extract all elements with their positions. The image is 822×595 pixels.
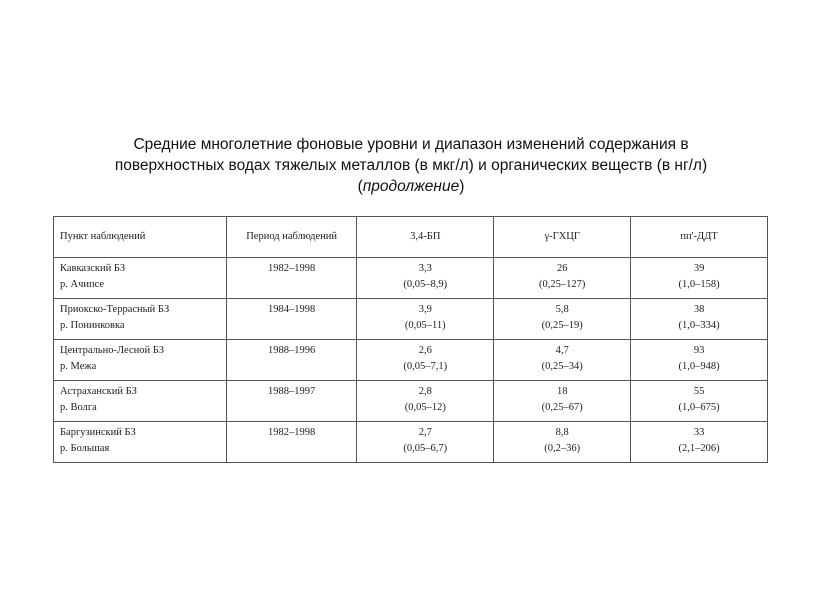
bp-range: (0,05–8,9)	[403, 279, 448, 290]
ddt-range: (1,0–948)	[678, 361, 720, 372]
hch-mean: 4,7	[555, 345, 569, 356]
ddt-cell	[631, 299, 768, 340]
bp-mean: 2,6	[418, 345, 432, 356]
station-cell	[54, 299, 227, 340]
ddt-range: (1,0–334)	[678, 320, 720, 331]
bp-range: (0,05–6,7)	[403, 443, 448, 454]
bp-cell	[357, 258, 494, 299]
ddt-range: (2,1–206)	[678, 443, 720, 454]
table-body	[54, 258, 768, 463]
table-row	[54, 340, 768, 381]
ddt-cell	[631, 340, 768, 381]
bp-mean: 2,8	[418, 386, 432, 397]
river-name: р. Волга	[60, 402, 97, 413]
ddt-range: (1,0–675)	[678, 402, 720, 413]
header-period: Период наблюдений	[226, 217, 356, 258]
hch-range: (0,25–67)	[541, 402, 583, 413]
ddt-cell	[631, 422, 768, 463]
bp-range: (0,05–7,1)	[403, 361, 448, 372]
bp-mean: 3,3	[418, 263, 432, 274]
hch-cell	[494, 299, 631, 340]
ddt-mean: 38	[693, 304, 705, 315]
bp-range: (0,05–11)	[404, 320, 446, 331]
station-name: Кавказский БЗ	[60, 263, 126, 274]
ddt-mean: 33	[693, 427, 705, 438]
title-line-3	[40, 176, 782, 197]
hch-cell	[494, 340, 631, 381]
station-name: Баргузинский БЗ	[60, 427, 136, 438]
river-name: р. Большая	[60, 443, 110, 454]
table-row	[54, 299, 768, 340]
title-line-1: Средние многолетние фоновые уровни и диапазон изменений содержания в	[133, 136, 689, 153]
period-cell: 1984–1998	[226, 299, 356, 340]
table-header	[54, 217, 768, 258]
ddt-mean: 55	[693, 386, 705, 397]
header-hch: γ-ГХЦГ	[494, 217, 631, 258]
hch-range: (0,25–127)	[539, 279, 586, 290]
title-paren-open: (	[357, 178, 363, 195]
hch-cell	[494, 422, 631, 463]
station-cell	[54, 422, 227, 463]
hch-cell	[494, 381, 631, 422]
page-title	[40, 134, 782, 197]
period-cell: 1982–1998	[226, 258, 356, 299]
table-row	[54, 258, 768, 299]
header-row	[54, 217, 768, 258]
period-cell: 1988–1997	[226, 381, 356, 422]
bp-mean: 3,9	[418, 304, 432, 315]
station-name: Астраханский БЗ	[60, 386, 137, 397]
ddt-range: (1,0–158)	[678, 279, 720, 290]
river-name: р. Понинковка	[60, 320, 125, 331]
hch-mean: 8,8	[555, 427, 569, 438]
title-continuation: продолжение	[362, 178, 460, 195]
river-name: р. Межа	[60, 361, 97, 372]
table-row	[54, 381, 768, 422]
ddt-mean: 39	[693, 263, 705, 274]
table-row	[54, 422, 768, 463]
header-ddt: пп'-ДДТ	[631, 217, 768, 258]
station-cell	[54, 258, 227, 299]
header-station: Пункт наблюдений	[54, 217, 227, 258]
period-cell: 1982–1998	[226, 422, 356, 463]
ddt-cell	[631, 381, 768, 422]
period-cell: 1988–1996	[226, 340, 356, 381]
hch-range: (0,2–36)	[544, 443, 581, 454]
station-cell	[54, 381, 227, 422]
bp-range: (0,05–12)	[404, 402, 446, 413]
hch-mean: 26	[556, 263, 568, 274]
hch-range: (0,25–34)	[541, 361, 583, 372]
bp-cell	[357, 381, 494, 422]
header-bp: 3,4-БП	[357, 217, 494, 258]
bp-mean: 2,7	[418, 427, 432, 438]
hch-range: (0,25–19)	[541, 320, 583, 331]
bp-cell	[357, 299, 494, 340]
bp-cell	[357, 340, 494, 381]
river-name: р. Ачипсе	[60, 279, 105, 290]
hch-cell	[494, 258, 631, 299]
title-line-2: поверхностных водах тяжелых металлов (в мкг/л) и органических веществ (в нг/л)	[114, 157, 708, 174]
hch-mean: 5,8	[555, 304, 569, 315]
title-paren-close: )	[459, 178, 465, 195]
data-table	[53, 216, 768, 463]
ddt-mean: 93	[693, 345, 705, 356]
bp-cell	[357, 422, 494, 463]
station-cell	[54, 340, 227, 381]
station-name: Приокско-Террасный БЗ	[60, 304, 170, 315]
station-name: Центрально-Лесной БЗ	[60, 345, 165, 356]
ddt-cell	[631, 258, 768, 299]
hch-mean: 18	[556, 386, 568, 397]
